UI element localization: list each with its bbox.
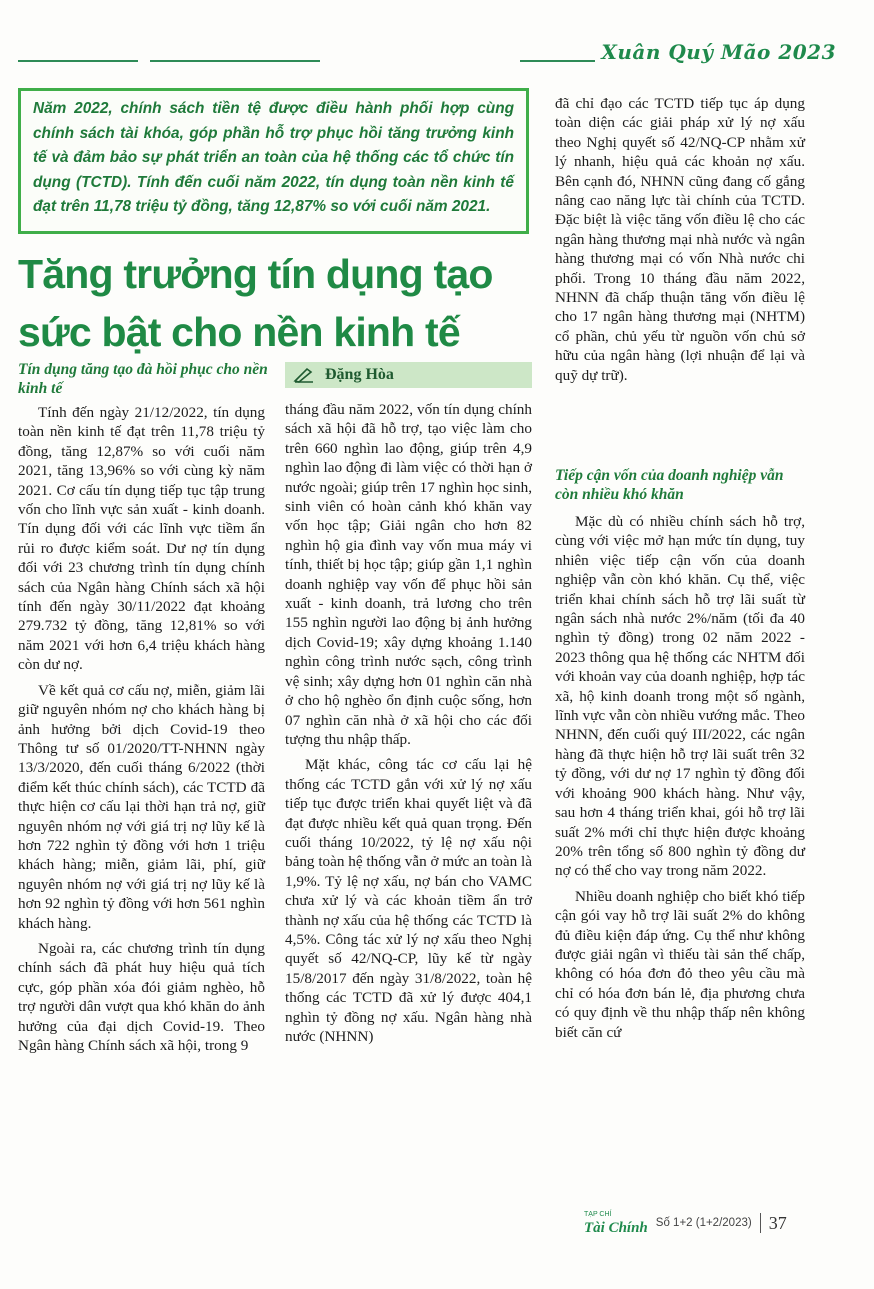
column-1 [18, 403, 265, 1061]
headline-line-2: sức bật cho nền kinh tế [18, 309, 460, 355]
header-rule-right [520, 60, 595, 62]
pen-icon [293, 367, 315, 383]
section-heading-credit-growth: Tín dụng tăng tạo đà hồi phục cho nền kinh tế [18, 361, 268, 397]
column-3-bottom [555, 512, 805, 1048]
issue-title: Xuân Quý Mão 2023 [601, 40, 836, 64]
paragraph: đã chỉ đạo các TCTD tiếp tục áp dụng toàn diện các giải pháp xử lý nợ xấu theo Nghị quyết số 42/NQ-CP nhằm xử lý nhanh, hiệu quả các khoản nợ xấu. Bên cạnh đó, NHNN cũng đang cố gắng nâng cao năng lực tài chính của TCTD. Đặc biệt là việc tăng vốn điều lệ cho các ngân hàng thương mại nhà nước và ngân hàng thương mại có vốn Nhà nước chi phối. Trong 10 tháng đầu năm 2022, NHNN đã chấp thuận tăng vốn điều lệ cho 17 ngân hàng thương mại (NHTM) cổ phần, chủ yếu từ nguồn vốn chủ sở hữu của ngân hàng (lợi nhuận để lại và quỹ dự trữ). [555, 95, 805, 384]
page-footer [584, 1205, 787, 1241]
headline-line-1: Tăng trưởng tín dụng tạo [18, 251, 493, 297]
magazine-logo: TẠP CHÍ Tài Chính [584, 1211, 648, 1236]
paragraph: Nhiều doanh nghiệp cho biết khó tiếp cận gói vay hỗ trợ lãi suất 2% do không đủ điều kiện đáp ứng. Cụ thể như không được giải ngân vì thiếu tài sản thế chấp, không có hóa đơn đỏ theo yêu cầu mà chỉ có hóa đơn bán lẻ, địa phương chưa có quy định về thu nhập thấp nên không biết căn cứ [555, 887, 805, 1041]
paragraph: tháng đầu năm 2022, vốn tín dụng chính sách xã hội đã hỗ trợ, tạo việc làm cho trên 660 nghìn lao động, giúp trên 4,9 nghìn lao động đi làm việc có thời hạn ở nước ngoài; giúp trên 17 nghìn học sinh, sinh viên có hoàn cảnh khó khăn vay vốn học tập; Giải ngân cho hơn 82 nghìn hộ gia đình vay vốn mua máy vi tính, thiết bị học tập; giúp gần 1,1 nghìn doanh nghiệp vay vốn để phục hồi sản xuất - kinh doanh, trả lương cho trên 155 nghìn người lao động bị ảnh hưởng dịch Covid-19; xây dựng khoảng 1.140 nghìn công trình nước sạch, công trình vệ sinh; xây dựng hơn 01 nghìn căn nhà ở cho hộ nghèo ổn định cuộc sống, hơn 07 nghìn căn nhà ở xã hội cho các đối tượng thu nhập thấp. [285, 401, 532, 748]
paragraph: Tính đến ngày 21/12/2022, tín dụng toàn nền kinh tế đạt trên 11,78 triệu tỷ đồng, tăng 12,87% so với cuối năm 2021, tăng 13,96% so với cùng kỳ năm 2021. Cơ cấu tín dụng tiếp tục tập trung vốn cho lĩnh vực sản xuất - kinh doanh. Tín dụng đối với các lĩnh vực tiềm ẩn rủi ro được kiểm soát. Dư nợ tín dụng đối với 23 chương trình tín dụng chính sách của Ngân hàng Chính sách xã hội tính đến ngày 30/11/2022 đạt khoảng 279.732 tỷ đồng, tăng 12,81% so với năm 2021 với hơn 6,4 triệu khách hàng còn dư nợ. [18, 404, 265, 674]
lead-box: Năm 2022, chính sách tiền tệ được điều hành phối hợp cùng chính sách tài khóa, góp phần hỗ trợ phục hồi tăng trưởng kinh tế và đảm bảo sự phát triển an toàn của hệ thống các tổ chức tín dụng (TCTD). Tính đến cuối năm 2022, tín dụng toàn nền kinh tế đạt trên 11,78 triệu tỷ đồng, tăng 12,87% so với cuối năm 2021. [18, 88, 529, 234]
page-number: 37 [768, 1212, 787, 1233]
header-rule-mid [150, 60, 320, 62]
footer-divider [760, 1213, 761, 1233]
issue-number: Số 1+2 (1+2/2023) [655, 1217, 752, 1229]
paragraph: Về kết quả cơ cấu nợ, miễn, giảm lãi giữ nguyên nhóm nợ cho khách hàng bị ảnh hưởng bởi dịch Covid-19 theo Thông tư số 01/2020/TT-NHNN ngày 13/3/2020, đến cuối tháng 6/2022 (thời điểm kết thúc chính sách), các TCTD đã thực hiện cơ cấu lại thời hạn trả nợ, giữ nguyên nhóm nợ với giá trị nợ lũy kế là hơn 722 nghìn tỷ đồng với hơn 1 triệu khách hàng; miễn, giảm lãi, phí, giữ nguyên nhóm nợ với giá trị nợ lũy kế là hơn 92 nghìn tỷ đồng với hơn 561 nghìn khách hàng. [18, 681, 265, 932]
headline [18, 245, 538, 361]
section-heading-capital-access: Tiếp cận vốn của doanh nghiệp vẫn còn nhiều khó khăn [555, 467, 784, 503]
header-rule-left [18, 60, 138, 62]
author-name: Đặng Hòa [325, 366, 394, 383]
author-band [285, 362, 532, 388]
paragraph: Ngoài ra, các chương trình tín dụng chính sách đã phát huy hiệu quả tích cực, góp phần xóa đói giảm nghèo, hỗ trợ người dân vượt qua khó khăn do ảnh hưởng của đại dịch Covid-19. Theo Ngân hàng Chính sách xã hội, trong 9 [18, 939, 265, 1054]
paragraph: Mặc dù có nhiều chính sách hỗ trợ, cùng với việc mở hạn mức tín dụng, tuy nhiên việc tiếp cận vốn của doanh nghiệp vẫn còn khó khăn. Cụ thể, việc triển khai chính sách hỗ trợ lãi suất từ ngân sách nhà nước 2%/năm (tối đa 40 nghìn tỷ đồng) trong 02 năm 2022 - 2023 thông qua hệ thống các NHTM đối với khoản vay của doanh nghiệp, hợp tác xã, hộ kinh doanh trong một số ngành, lĩnh vực vẫn còn nhiều vướng mắc. Theo NHNN, đến cuối quý III/2022, các ngân hàng đã thực hiện hỗ trợ lãi suất trên 32 tỷ đồng, với dư nợ 17 nghìn tỷ đồng đối với khoảng 900 khách hàng. Như vậy, sau hơn 4 tháng triển khai, gói hỗ trợ lãi suất 2% mới chỉ thực hiện được khoảng 20% trên tổng số 800 nghìn tỷ đồng dư nợ có thể cho vay trong năm 2022. [555, 513, 805, 880]
column-2 [285, 400, 532, 1052]
column-3-top [555, 94, 805, 391]
paragraph: Mặt khác, công tác cơ cấu lại hệ thống các TCTD gắn với xử lý nợ xấu tiếp tục được triển khai quyết liệt và đã đạt được nhiều kết quả quan trọng. Đến cuối tháng 10/2022, tỷ lệ nợ xấu nội bảng toàn hệ thống vẫn ở mức an toàn là 1,9%. Tỷ lệ nợ xấu, nợ bán cho VAMC chưa xử lý và các khoản tiềm ẩn trở thành nợ xấu của hệ thống các TCTD là 4,5%. Công tác xử lý nợ xấu theo Nghị quyết số 42/NQ-CP, lũy kế từ ngày 15/8/2017 đến ngày 31/8/2022, toàn hệ thống các TCTD đã xử lý được 404,1 nghìn tỷ đồng nợ xấu. Ngân hàng nhà nước (NHNN) [285, 756, 532, 1045]
